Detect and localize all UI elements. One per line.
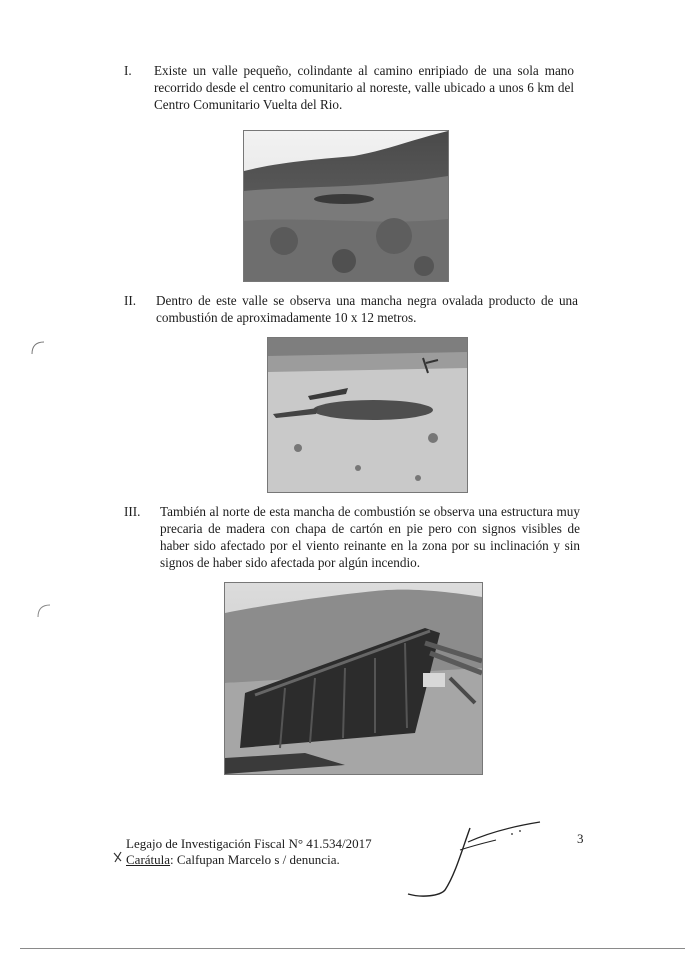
burn-mark-photo bbox=[267, 337, 468, 493]
bottom-rule bbox=[20, 948, 685, 949]
punch-hole-mark-1 bbox=[30, 340, 46, 356]
footer-caratula bbox=[126, 851, 340, 868]
wooden-structure-photo bbox=[224, 582, 483, 775]
section-1 bbox=[124, 62, 574, 118]
caratula-text: : Calfupan Marcelo s / denuncia. bbox=[170, 852, 340, 867]
check-mark-icon bbox=[112, 850, 124, 864]
section-2 bbox=[124, 292, 578, 328]
caratula-label: Carátula bbox=[126, 852, 171, 867]
section-2-numeral: II. bbox=[124, 293, 137, 308]
signature-mark bbox=[400, 820, 545, 900]
page-number: 3 bbox=[577, 831, 584, 846]
valley-landscape-photo bbox=[243, 130, 449, 282]
footer-legajo bbox=[126, 835, 372, 852]
section-3-numeral: III. bbox=[124, 504, 141, 519]
section-2-text: Dentro de este valle se observa una mancha negra ovalada producto de una combustión de aproximadamente 10 x 12 metros. bbox=[156, 293, 578, 325]
section-1-numeral: I. bbox=[124, 63, 132, 78]
legajo-text: Legajo de Investigación Fiscal N° 41.534/2017 bbox=[126, 836, 372, 851]
punch-hole-mark-2 bbox=[36, 603, 52, 619]
section-1-text: Existe un valle pequeño, colindante al camino enripiado de una sola mano recorrido desde el centro comunitario al noreste, valle ubicado a unos 6 km del Centro Comunitario Vuelta del Rio. bbox=[154, 63, 574, 112]
section-3-text: También al norte de esta mancha de combustión se observa una estructura muy precaria de madera con chapa de cartón en pie pero con signos visibles de haber sido afectado por el viento reinante en la zona por su inclinación y sin signos de haber sido afectada por algún incendio. bbox=[160, 504, 580, 570]
section-3 bbox=[124, 503, 580, 575]
